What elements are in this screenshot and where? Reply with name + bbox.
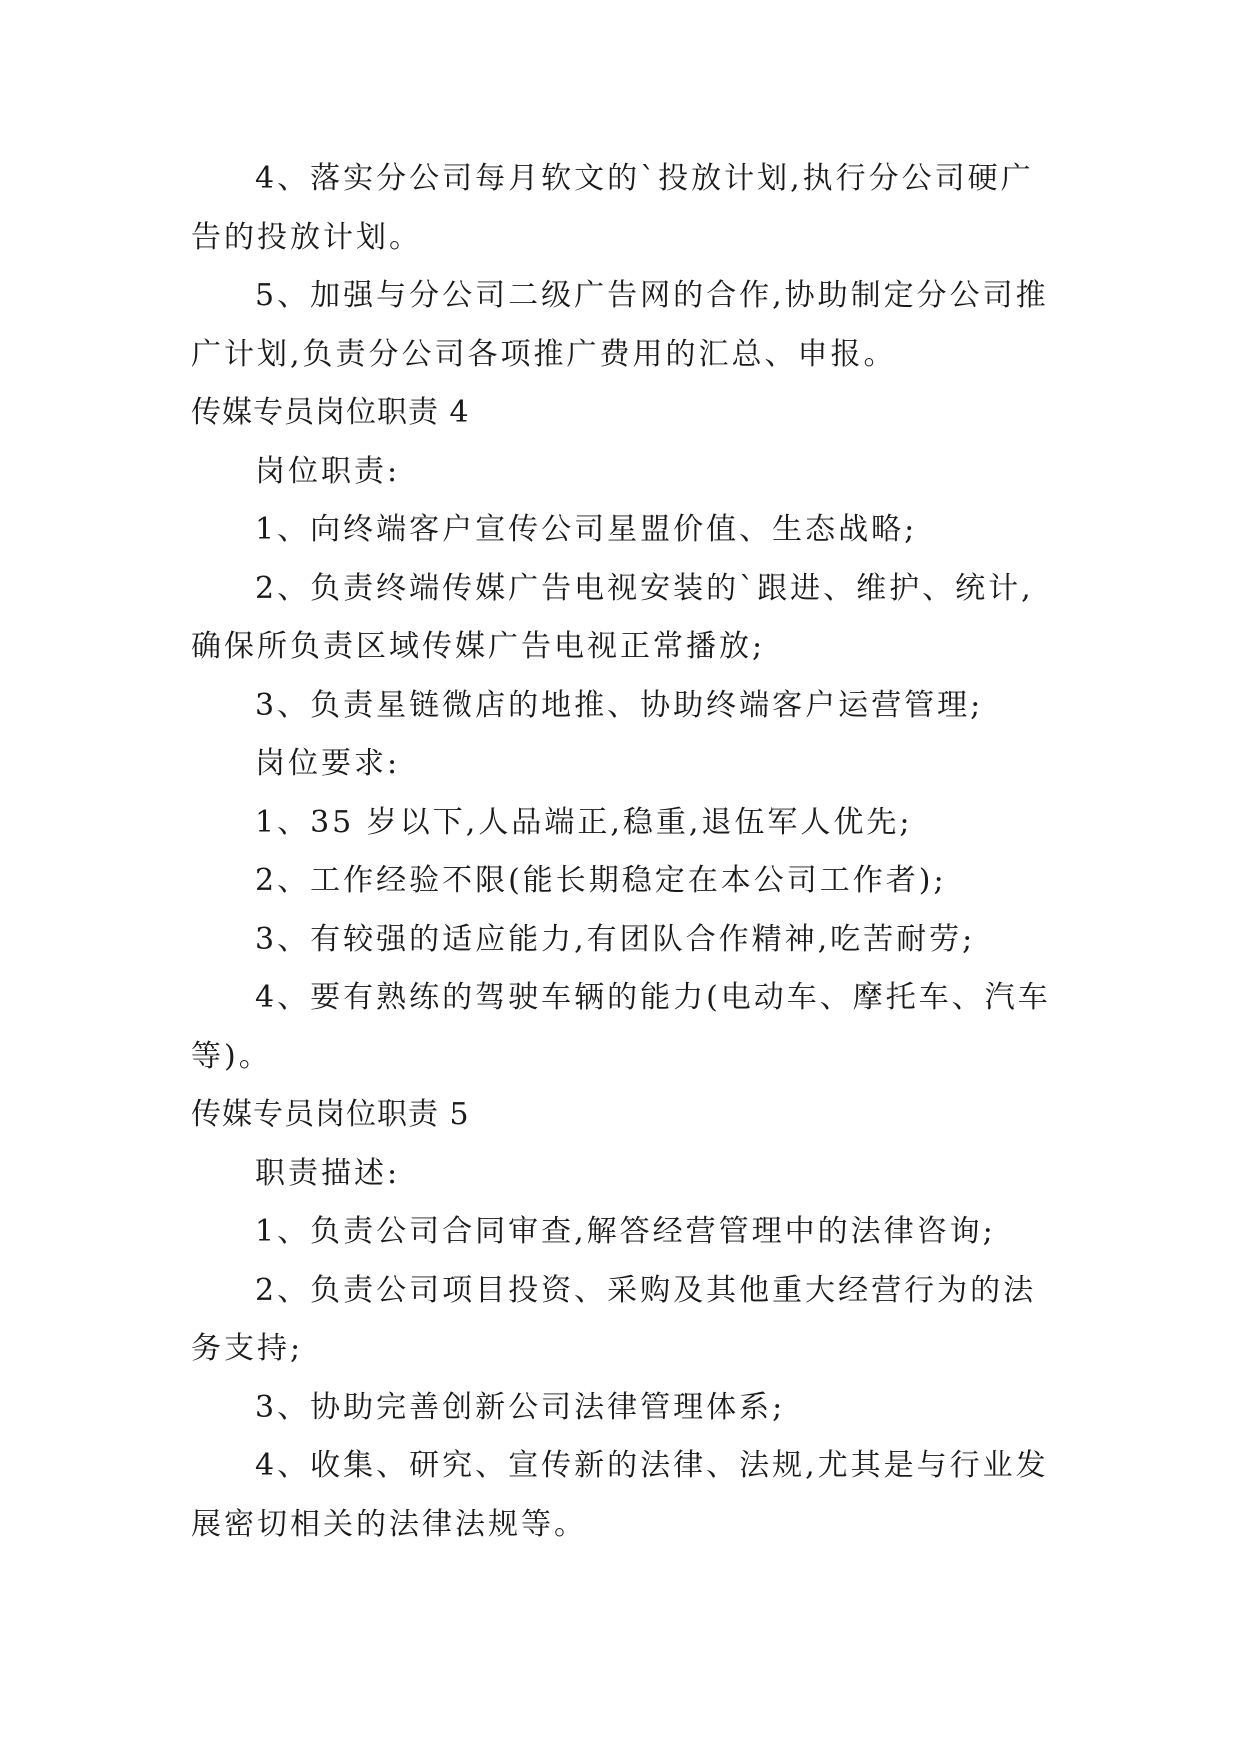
text-line: 广计划,负责分公司各项推广费用的汇总、申报。 xyxy=(191,336,897,372)
section-heading: 传媒专员岗位职责 4 xyxy=(191,395,470,430)
text-line: 告的投放计划。 xyxy=(191,219,422,255)
paragraph xyxy=(191,1262,1061,1379)
paragraph xyxy=(191,1437,1061,1554)
paragraph xyxy=(191,501,1061,560)
text-line: 展密切相关的法律法规等。 xyxy=(191,1506,587,1542)
paragraph xyxy=(191,1203,1061,1262)
text-line: 4、落实分公司每月软文的`投放计划,执行分公司硬广 xyxy=(255,161,1034,196)
paragraph xyxy=(191,852,1061,911)
section xyxy=(191,1086,1061,1554)
paragraph xyxy=(191,1379,1061,1438)
paragraph xyxy=(191,969,1061,1086)
text-line: 2、负责公司项目投资、采购及其他重大经营行为的法 xyxy=(255,1272,1037,1308)
text-line: 4、收集、研究、宣传新的法律、法规,尤其是与行业发 xyxy=(255,1448,1049,1483)
text-line: 务支持; xyxy=(191,1331,304,1366)
text-line: 2、工作经验不限(能长期稳定在本公司工作者); xyxy=(255,863,947,898)
text-line: 等)。 xyxy=(191,1038,272,1074)
section xyxy=(191,150,1061,384)
text-line: 5、加强与分公司二级广告网的合作,协助制定分公司推 xyxy=(255,278,1049,313)
text-line: 3、协助完善创新公司法律管理体系; xyxy=(255,1389,786,1425)
paragraph xyxy=(191,150,1061,267)
text-line: 1、负责公司合同审查,解答经营管理中的法律咨询; xyxy=(255,1214,996,1249)
document-body xyxy=(191,150,1061,1554)
text-line: 2、负责终端传媒广告电视安装的`跟进、维护、统计, xyxy=(255,570,1034,606)
text-line: 4、要有熟练的驾驶车辆的能力(电动车、摩托车、汽车 xyxy=(255,980,1051,1015)
paragraph xyxy=(191,267,1061,384)
section-heading: 传媒专员岗位职责 5 xyxy=(191,1097,470,1132)
paragraph xyxy=(191,677,1061,736)
text-line: 1、35 岁以下,人品端正,稳重,退伍军人优先; xyxy=(255,804,913,840)
paragraph xyxy=(191,794,1061,853)
subheading: 岗位要求: xyxy=(255,746,401,781)
paragraph xyxy=(191,735,1061,794)
section xyxy=(191,384,1061,1086)
paragraph xyxy=(191,443,1061,502)
text-line: 3、负责星链微店的地推、协助终端客户运营管理; xyxy=(255,687,984,723)
text-line: 3、有较强的适应能力,有团队合作精神,吃苦耐劳; xyxy=(255,921,976,957)
paragraph xyxy=(191,1145,1061,1204)
subheading: 岗位职责: xyxy=(255,453,401,489)
paragraph xyxy=(191,560,1061,677)
text-line: 1、向终端客户宣传公司星盟价值、生态战略; xyxy=(255,512,918,547)
text-line: 确保所负责区域传媒广告电视正常播放; xyxy=(191,629,766,664)
subheading: 职责描述: xyxy=(255,1155,401,1191)
paragraph xyxy=(191,911,1061,970)
